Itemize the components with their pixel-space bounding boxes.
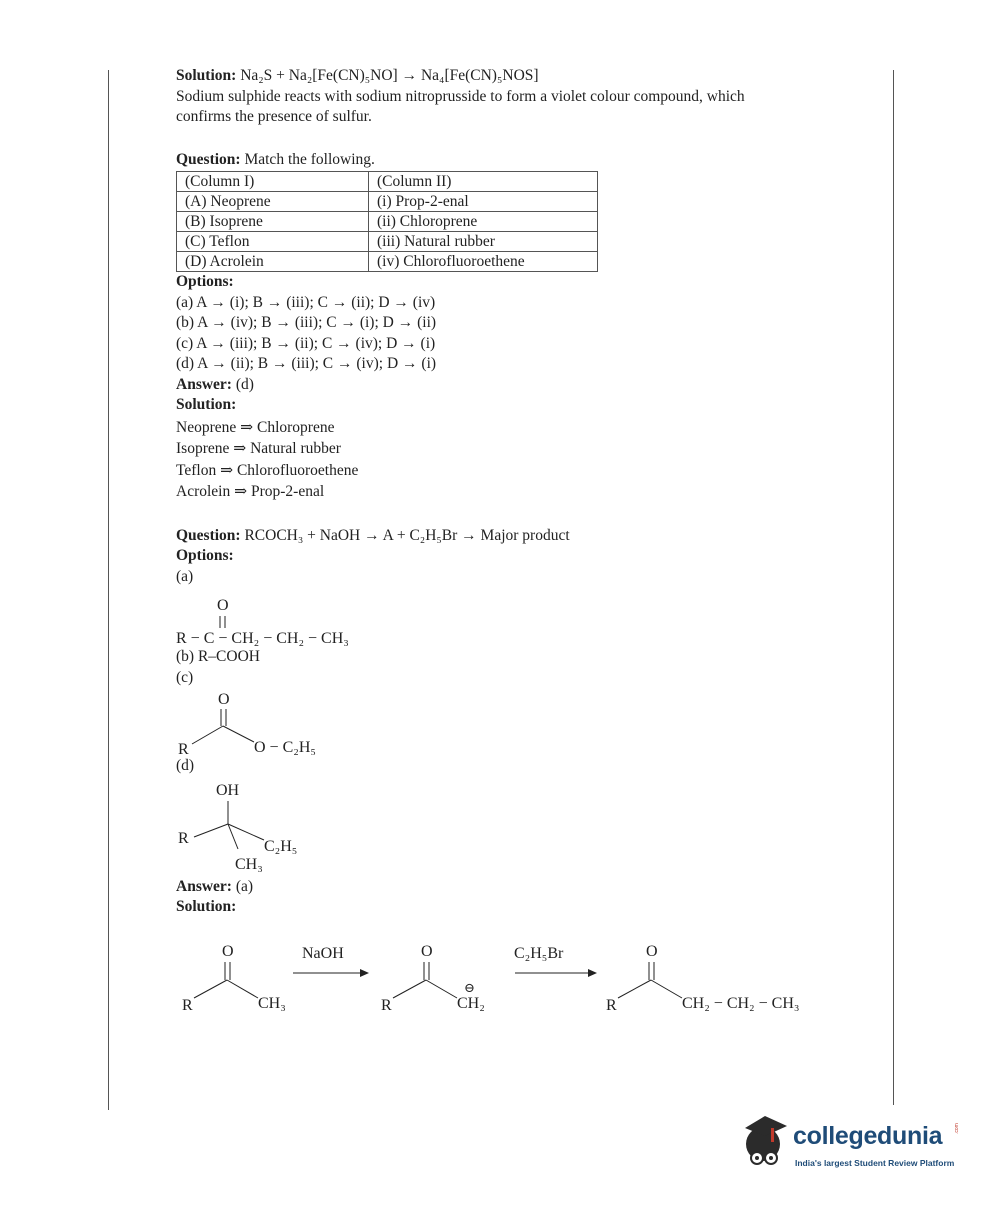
option-d-structure — [176, 777, 476, 877]
table-cell: (D) Acrolein — [177, 252, 369, 272]
bond-line — [194, 824, 228, 837]
table-row — [177, 232, 598, 252]
q1-solution-label: Solution: — [176, 67, 237, 84]
column-1-header: (Column I) — [177, 172, 369, 192]
q2-answer-value: (d) — [235, 375, 254, 393]
bond-line — [426, 980, 457, 998]
q3-question-line — [176, 526, 876, 547]
q3-options-label: Options: — [176, 547, 234, 564]
reagent-naoh: NaOH — [302, 944, 344, 962]
q2-solution-line: Isoprene ⇒ Natural rubber — [176, 440, 341, 457]
document-body — [176, 66, 876, 1018]
q1-solution-equation: Na₂S + Na₂[Fe(CN)₅NO] → Na₄[Fe(CN)₅NOS] — [240, 67, 539, 84]
match-table-header — [177, 172, 598, 192]
ester-carbonyl-oxygen: O — [218, 691, 230, 708]
option-a-chain: R − C − CH₂ − CH₂ − CH₃ — [176, 630, 349, 647]
q2-answer-label: Answer: — [176, 375, 232, 393]
m3-propyl-chain: CH₂ − CH₂ − CH₃ — [682, 994, 800, 1012]
brand-name: collegedunia — [793, 1122, 943, 1150]
reaction-scheme — [170, 918, 870, 1018]
m2-r-group: R — [381, 996, 392, 1014]
q3-question-text: RCOCH₃ + NaOH → A + C₂H₅Br → Major product — [244, 526, 570, 544]
bond-line — [194, 980, 227, 998]
page-border-right — [893, 70, 894, 1105]
q2-solution-line: Teflon ⇒ Chlorofluoroethene — [176, 461, 359, 479]
ethyl-group: C₂H₅ — [264, 837, 298, 855]
q3-option-c-label: (c) — [176, 668, 194, 686]
r-group: R — [178, 741, 189, 756]
bond-line — [192, 726, 223, 744]
m3-r-group: R — [606, 996, 617, 1014]
q2-option: (b) A → (iv); B → (iii); C → (i); D → (ii) — [176, 314, 437, 331]
column-2-header: (Column II) — [369, 172, 598, 192]
table-cell: (i) Prop-2-enal — [369, 192, 598, 212]
bond-line — [651, 980, 682, 998]
arrow-head — [360, 969, 369, 977]
bond-line — [223, 726, 254, 742]
bond-line — [393, 980, 426, 998]
q1-solution-text-2: confirms the presence of sulfur. — [176, 108, 372, 125]
logo-eye-left — [755, 1156, 759, 1160]
m3-carbonyl-oxygen: O — [646, 942, 658, 960]
table-cell: (A) Neoprene — [177, 192, 369, 212]
q3-answer-line — [176, 877, 876, 898]
m1-methyl-group: CH₃ — [258, 994, 286, 1012]
bond-line — [227, 980, 258, 998]
logo-eye-right — [769, 1156, 773, 1160]
option-a-structure — [176, 587, 476, 647]
table-row — [177, 252, 598, 272]
methyl-group: CH₃ — [235, 855, 263, 873]
bond-line — [618, 980, 651, 998]
m2-methylene-group: CH₂ — [457, 994, 485, 1012]
carbanion-charge: ⊖ — [464, 979, 475, 995]
hydroxyl-group: OH — [216, 781, 240, 799]
logo-cap-tassel — [771, 1128, 774, 1142]
r-group: R — [178, 829, 189, 847]
table-row — [177, 192, 598, 212]
ethoxy-group: O − C₂H₅ — [254, 739, 316, 756]
q2-option: (c) A → (iii); B → (ii); C → (iv); D → (i) — [176, 334, 436, 352]
brand-tagline: India's largest Student Review Platform — [795, 1158, 955, 1168]
q3-option-b: (b) R–COOH — [176, 648, 260, 665]
table-row — [177, 212, 598, 232]
table-cell: (iv) Chlorofluoroethene — [369, 252, 598, 272]
brand-com: .com — [954, 1123, 960, 1134]
q3-answer-label: Answer: — [176, 877, 232, 895]
option-c-structure — [176, 688, 476, 756]
q3-answer-value: (a) — [235, 877, 254, 895]
q2-answer-line — [176, 375, 876, 396]
m1-r-group: R — [182, 996, 193, 1014]
m2-carbonyl-oxygen: O — [421, 942, 433, 960]
page-border-left — [108, 70, 109, 1110]
table-cell: (iii) Natural rubber — [369, 232, 598, 252]
q2-question-label: Question: — [176, 150, 241, 168]
q2-solution-label: Solution: — [176, 396, 237, 413]
table-cell: (ii) Chloroprene — [369, 212, 598, 232]
q2-question-line — [176, 150, 876, 171]
q3-option-d-label: (d) — [176, 757, 195, 774]
q2-options-label: Options: — [176, 273, 234, 290]
table-cell: (B) Isoprene — [177, 212, 369, 232]
q1-solution-text-1: Sodium sulphide reacts with sodium nitroprusside to form a violet colour compound, which — [176, 87, 745, 105]
q2-question-text: Match the following. — [244, 150, 375, 168]
match-table — [176, 171, 598, 272]
reagent-ethyl-bromide: C₂H₅Br — [514, 944, 564, 962]
q2-solution-line: Acrolein ⇒ Prop-2-enal — [176, 483, 325, 500]
q2-option: (d) A → (ii); B → (iii); C → (iv); D → (i) — [176, 355, 437, 372]
q2-option: (a) A → (i); B → (iii); C → (ii); D → (iv) — [176, 293, 436, 311]
q2-solution-line: Neoprene ⇒ Chloroprene — [176, 418, 335, 436]
arrow-head — [588, 969, 597, 977]
q3-solution-label: Solution: — [176, 898, 237, 915]
q1-solution-line — [176, 66, 876, 87]
q3-question-label: Question: — [176, 526, 241, 544]
carbonyl-oxygen: O — [217, 597, 229, 614]
m1-carbonyl-oxygen: O — [222, 942, 234, 960]
table-cell: (C) Teflon — [177, 232, 369, 252]
q3-option-a-label: (a) — [176, 567, 194, 585]
